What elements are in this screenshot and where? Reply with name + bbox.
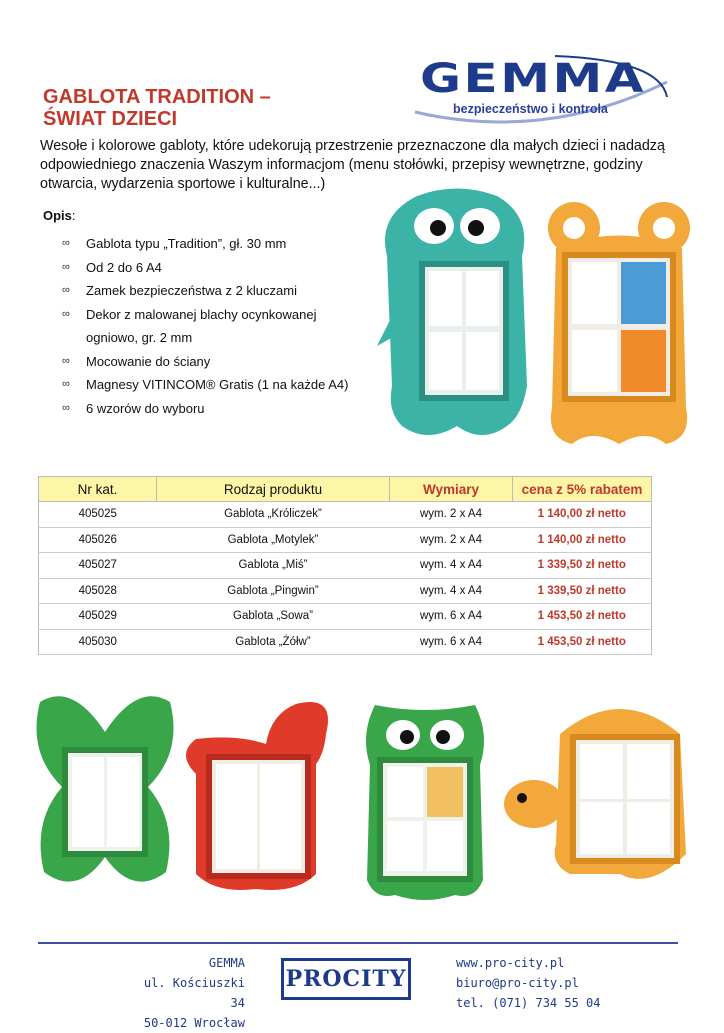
footer-website-link[interactable]: www.pro-city.pl xyxy=(456,956,565,970)
procity-logo xyxy=(281,958,411,1000)
feature-text: Magnesy VITINCOM® Gratis (1 na każde A4) xyxy=(86,377,349,392)
logo-brand: GEMMA xyxy=(420,56,646,102)
butterfly-display-icon xyxy=(32,692,178,902)
list-item xyxy=(62,256,372,280)
feature-text: Mocowanie do ściany xyxy=(86,353,211,369)
cell-product: Gablota „Pingwin” xyxy=(157,578,390,604)
bear-display-icon xyxy=(546,198,692,446)
title-line-2: ŚWIAT DZIECI xyxy=(43,108,178,130)
intro-paragraph: Wesołe i kolorowe gabloty, które udekorują przestrzenie przeznaczone dla małych dzieci i nadadzą odpowiedniego znaczenia Waszym informacjom (menu stołówki, przepisy wewnętrzne, godziny otwarcia, wydarzenia sportowe i kulturalne...) xyxy=(40,138,665,192)
cell-dimensions: wym. 6 x A4 xyxy=(390,629,513,655)
footer-company: GEMMA xyxy=(208,956,245,970)
cell-dimensions: wym. 4 x A4 xyxy=(390,578,513,604)
cell-product: Gablota „Żółw” xyxy=(157,629,390,655)
cell-dimensions: wym. 2 x A4 xyxy=(390,502,513,528)
footer-divider xyxy=(38,942,678,944)
table-row xyxy=(39,527,652,553)
cell-dimensions: wym. 6 x A4 xyxy=(390,604,513,630)
cell-product: Gablota „Króliczek” xyxy=(157,502,390,528)
col-header-dimensions: Wymiary xyxy=(390,477,513,502)
feature-text: Gablota typu „Tradition”, gł. 30 mm xyxy=(86,236,287,251)
cell-price: 1 339,50 zł netto xyxy=(513,553,652,579)
cell-nr: 405030 xyxy=(39,629,157,655)
opis-colon: : xyxy=(71,208,76,223)
list-item xyxy=(62,232,372,256)
cell-dimensions: wym. 2 x A4 xyxy=(390,527,513,553)
table-row xyxy=(39,604,652,630)
bullet-icon: ∞ xyxy=(62,284,70,296)
cell-price: 1 453,50 zł netto xyxy=(513,629,652,655)
list-item xyxy=(62,373,372,397)
bullet-icon: ∞ xyxy=(62,354,70,367)
col-header-nr: Nr kat. xyxy=(39,477,157,502)
cell-nr: 405025 xyxy=(39,502,157,528)
cell-price: 1 140,00 zł netto xyxy=(513,527,652,553)
table-header-row xyxy=(39,477,652,502)
logo-tagline: bezpieczeństwo i kontrola xyxy=(453,102,608,116)
list-item xyxy=(62,279,372,303)
feature-text: Zamek bezpieczeństwa z 2 kluczami xyxy=(86,283,297,298)
cell-price: 1 453,50 zł netto xyxy=(513,604,652,630)
bullet-icon: ∞ xyxy=(62,237,70,249)
cell-product: Gablota „Miś” xyxy=(157,553,390,579)
feature-text: Od 2 do 6 A4 xyxy=(86,259,162,275)
cell-nr: 405028 xyxy=(39,578,157,604)
owl-display-icon xyxy=(355,695,495,905)
table-row xyxy=(39,578,652,604)
cell-product: Gablota „Motylek” xyxy=(157,527,390,553)
bullet-icon: ∞ xyxy=(62,307,70,320)
table-row xyxy=(39,553,652,579)
footer-contact xyxy=(456,953,601,1013)
footer-city: 50-012 Wrocław xyxy=(143,1016,245,1030)
procity-logo-text: PROCITY xyxy=(285,966,407,992)
cell-price: 1 339,50 zł netto xyxy=(513,578,652,604)
footer-email-link[interactable]: biuro@pro-city.pl xyxy=(456,976,579,990)
col-header-product: Rodzaj produktu xyxy=(157,477,390,502)
list-item xyxy=(62,303,372,327)
cell-price: 1 140,00 zł netto xyxy=(513,502,652,528)
product-table xyxy=(38,476,652,655)
title-line-1: GABLOTA TRADITION – xyxy=(43,86,271,108)
list-item xyxy=(62,350,372,374)
footer-address xyxy=(130,953,245,1033)
footer-street: ul. Kościuszki 34 xyxy=(143,976,245,1010)
bullet-icon: ∞ xyxy=(62,378,70,390)
feature-list xyxy=(62,232,372,420)
cell-nr: 405029 xyxy=(39,604,157,630)
penguin-display-icon xyxy=(372,186,542,444)
cell-nr: 405026 xyxy=(39,527,157,553)
feature-text: Dekor z malowanej blachy ocynkowanej xyxy=(86,306,317,322)
table-row xyxy=(39,629,652,655)
col-header-price: cena z 5% rabatem xyxy=(513,477,652,502)
bullet-icon: ∞ xyxy=(62,260,70,273)
opis-heading xyxy=(43,208,76,223)
cell-nr: 405027 xyxy=(39,553,157,579)
list-item xyxy=(62,397,372,421)
cell-dimensions: wym. 4 x A4 xyxy=(390,553,513,579)
table-row xyxy=(39,502,652,528)
turtle-display-icon xyxy=(500,694,692,890)
cell-product: Gablota „Sowa” xyxy=(157,604,390,630)
opis-label: Opis xyxy=(43,208,72,223)
feature-text: ogniowo, gr. 2 mm xyxy=(86,330,193,345)
list-item-continuation xyxy=(62,326,372,350)
rabbit-display-icon xyxy=(176,694,344,904)
feature-text: 6 wzorów do wyboru xyxy=(86,400,205,416)
page-title xyxy=(43,86,271,130)
footer-phone: tel. (071) 734 55 04 xyxy=(456,996,601,1010)
bullet-icon: ∞ xyxy=(62,401,70,414)
